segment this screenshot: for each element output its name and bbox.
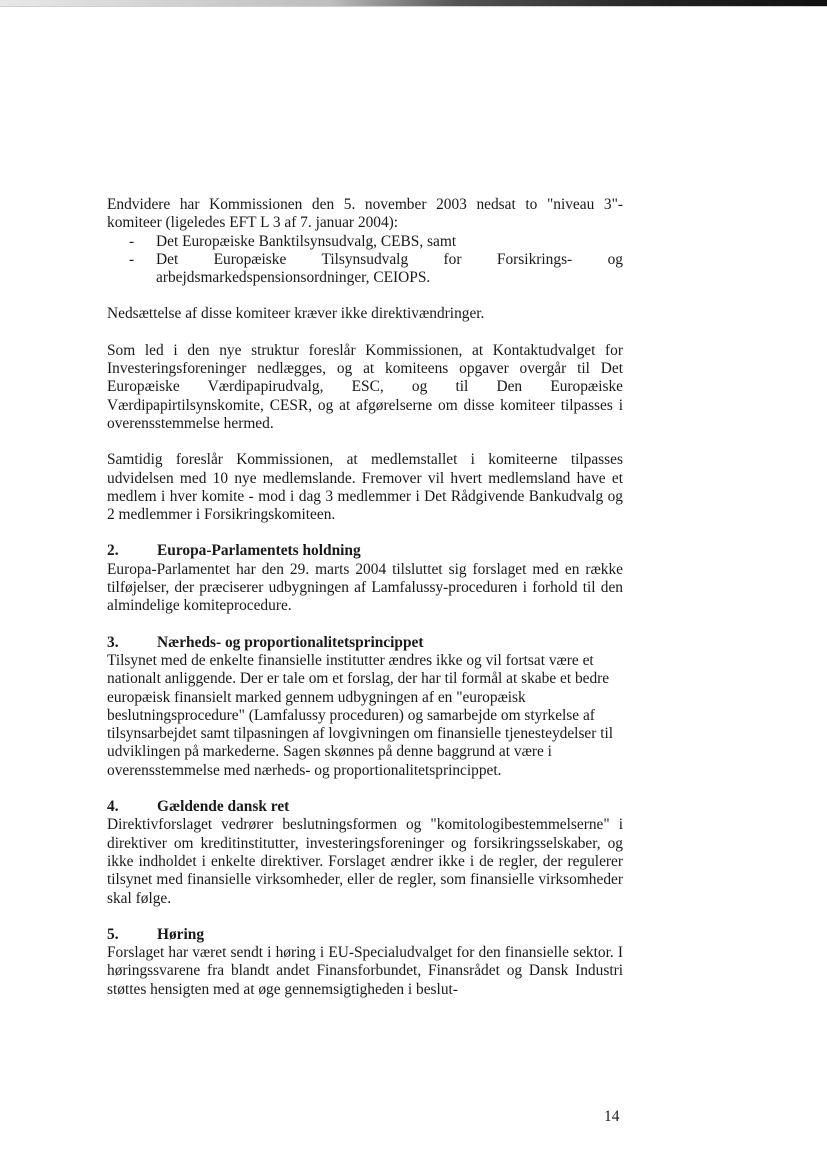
section-heading-5 [107, 926, 623, 944]
section-heading-4 [107, 798, 623, 816]
section-heading-3 [107, 634, 623, 652]
paragraph-intro: Endvidere har Kommissionen den 5. november 2003 nedsat to "niveau 3"- komiteer (ligeledes EFT L 3 af 7. januar 2004): [107, 196, 623, 232]
document-page [107, 196, 623, 999]
list-item: - Det Europæiske Banktilsynsudvalg, CEBS, samt [107, 233, 623, 251]
section-title: Gældende dansk ret [157, 798, 290, 816]
list-item: - Det Europæiske Tilsynsudvalg for Forsikrings- og arbejdsmarkedspensionsordninger, CEIOPS. [107, 251, 623, 288]
section-body-5: Forslaget har været sendt i høring i EU-Specialudvalget for den finansielle sektor. I høringssvarene fra blandt andet Finansforbundet, Finansrådet og Dansk Industri støttes hensigten med at øge gennemsigtigheden i beslut- [107, 944, 623, 998]
page-number: 14 [604, 1108, 620, 1125]
section-number: 5. [107, 925, 119, 943]
section-number: 3. [107, 633, 119, 651]
section-title: Nærheds- og proportionalitetsprincippet [157, 633, 424, 651]
section-body-4: Direktivforslaget vedrører beslutningsformen og "komitologibestemmelserne" i direktiver om kreditinstitutter, investeringsforeninger og forsikringsselskaber, og ikke indholdet i enkelte direktiver. Forslaget ændrer ikke i de regler, der regulerer tilsynet med finansielle virksomheder, eller de regler, som finansielle virksomheder skal følge. [107, 816, 623, 907]
section-number: 4. [107, 798, 119, 816]
section-title: Europa-Parlamentets holdning [157, 542, 361, 560]
section-heading-2 [107, 542, 623, 560]
paragraph-no-directive-changes: Nedsættelse af disse komiteer kræver ikke direktivændringer. [107, 305, 485, 323]
paragraph-new-structure: Som led i den nye struktur foreslår Kommissionen, at Kontaktudvalget for Investeringsforeninger nedlægges, og at komiteens opgaver overgår til Det Europæiske Værdipapirudvalg, ESC, og til Den Europæiske Værdipapirtilsynskomite, CESR, og at afgørelserne om disse komiteer tilpasses i overensstemmelse hermed. [107, 341, 623, 432]
section-title: Høring [157, 925, 205, 943]
committee-list [107, 233, 623, 288]
paragraph-membership: Samtidig foreslår Kommissionen, at medlemstallet i komiteerne tilpasses udvidelsen med 10 nye medlemslande. Fremover vil hvert medlemsland have et medlem i hver komite - mod i dag 3 medlemmer i Det Rådgivende Bankudvalg og 2 medlemmer i Forsikringskomiteen. [107, 451, 623, 524]
section-body-2: Europa-Parlamentet har den 29. marts 2004 tilsluttet sig forslaget med en række tilføjelser, der præciserer udbygningen af Lamfalussy-proceduren i forhold til den almindelige komiteprocedure. [107, 560, 623, 615]
section-body-3: Tilsynet med de enkelte finansielle institutter ændres ikke og vil fortsat være et nationalt anliggende. Der er tale om et forslag, der har til formål at skabe et bedre europæisk finansielt marked gennem udbygningen af en "europæisk beslutningsprocedure" (Lamfalussy proceduren) og samarbejde om styrkelse af tilsynsarbejdet samt tilpasningen af lovgivningen om finansielle tjenesteydelser til udviklingen på markederne. Sagen skønnes på denne baggrund at være i overensstemmelse med nærheds- og proportionalitetsprincippet. [107, 651, 614, 779]
scan-edge [0, 0, 827, 6]
section-number: 2. [107, 542, 119, 560]
